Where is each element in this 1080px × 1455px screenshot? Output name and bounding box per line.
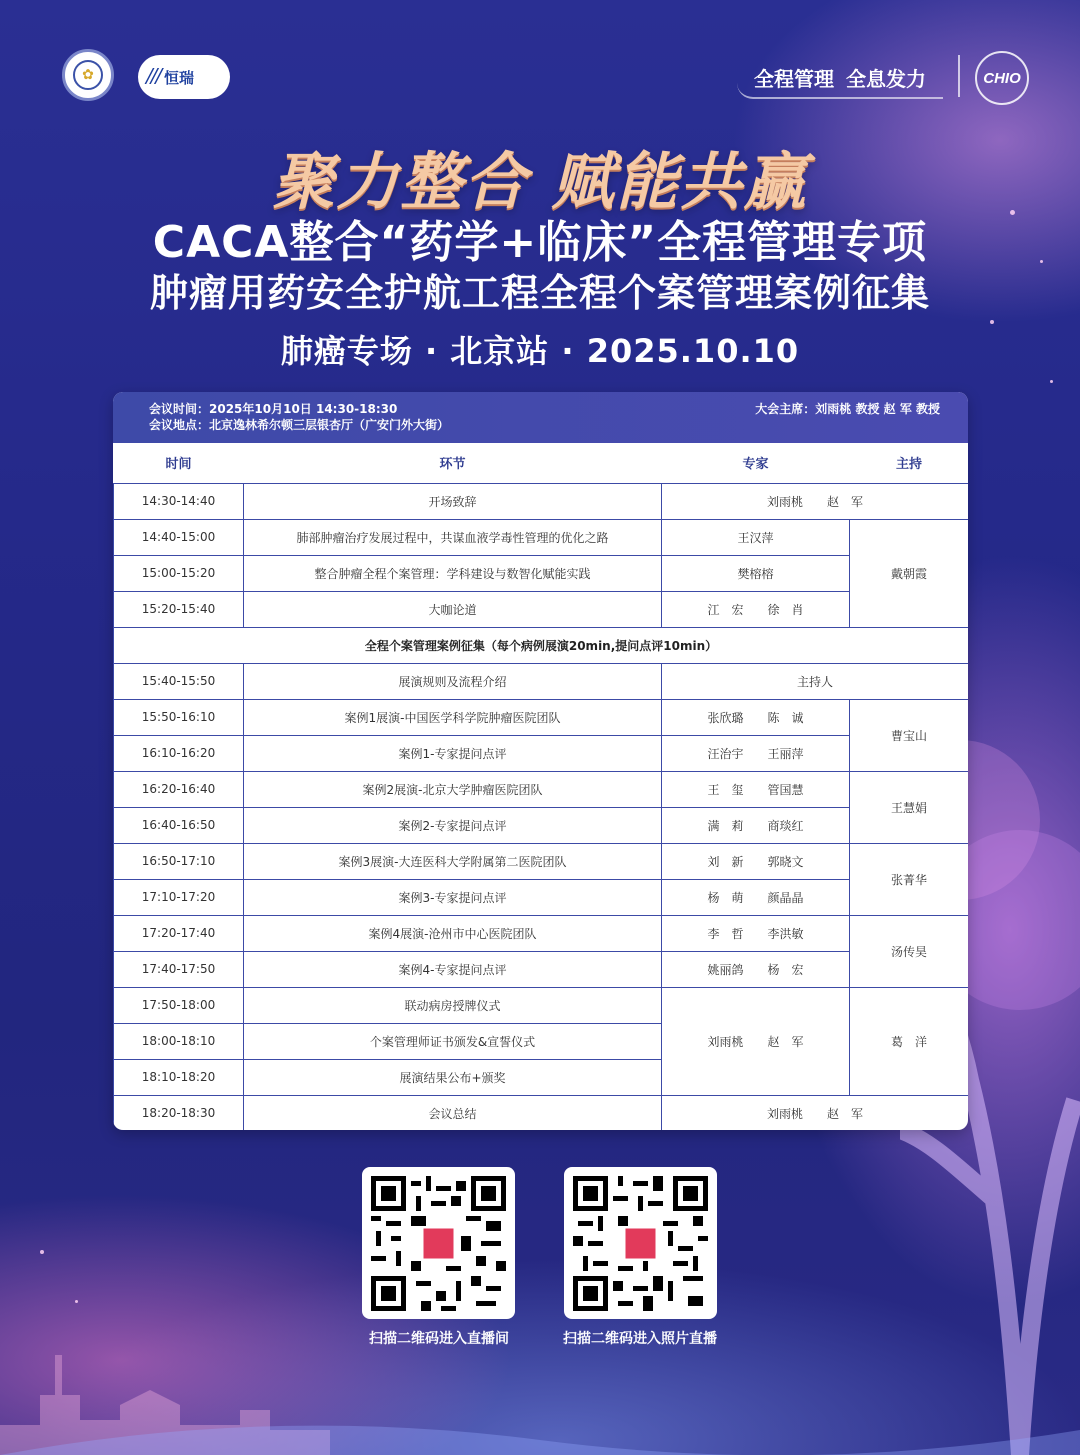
subtitle-session: 肺癌专场 · 北京站 · 2025.10.10 [280,332,800,370]
row-time: 14:30-14:40 [114,483,244,519]
row-topic: 案例2展演-北京大学肿瘤医院团队 [244,771,662,807]
row-time: 15:50-16:10 [114,699,244,735]
table-row [114,699,969,735]
cancer-association-logo [62,49,114,101]
row-expert: 杨 萌 颜晶晶 [662,879,850,915]
section-row [114,627,969,663]
table-row [114,879,969,915]
row-expert: 汪治宇 王丽萍 [662,735,850,771]
photo-live-qr-caption: 扫描二维码进入照片直播 [563,1331,717,1347]
row-expert: 樊榕榕 [662,555,850,591]
table-row [114,951,969,987]
row-topic: 展演结果公布+颁奖 [244,1059,662,1095]
row-time: 17:10-17:20 [114,879,244,915]
row-topic: 案例2-专家提问点评 [244,807,662,843]
table-row [114,483,969,519]
row-expert: 李 哲 李洪敏 [662,915,850,951]
row-expert: 张欣璐 陈 诚 [662,699,850,735]
subtitle-collection: 肿瘤用药安全护航工程全程个案管理案例征集 [149,271,930,315]
livestream-qr-code[interactable] [362,1167,515,1319]
slogan-part-1: 全程管理 [754,66,834,91]
subtitle-project: CACA整合“药学+临床”全程管理专项 [152,217,928,268]
row-expert: 主持人 [662,663,969,699]
slogan-part-2: 全息发力 [846,66,926,91]
row-time: 14:40-15:00 [114,519,244,555]
table-row [114,555,969,591]
row-expert: 满 莉 商琰红 [662,807,850,843]
chio-logo: CHIO [975,51,1029,105]
header-host: 主持 [850,443,969,483]
row-time: 15:20-15:40 [114,591,244,627]
row-host: 王慧娟 [850,771,969,843]
row-host: 戴朝霞 [850,519,969,627]
livestream-qr-caption: 扫描二维码进入直播间 [369,1331,509,1347]
row-topic: 案例3-专家提问点评 [244,879,662,915]
row-topic: 个案管理师证书颁发&宣誓仪式 [244,1023,662,1059]
row-topic: 肺部肿瘤治疗发展过程中，共谋血液学毒性管理的优化之路 [244,519,662,555]
table-row [114,1095,969,1130]
table-row [114,987,969,1023]
row-topic: 大咖论道 [244,591,662,627]
table-row [114,735,969,771]
row-topic: 案例3展演-大连医科大学附属第二医院团队 [244,843,662,879]
slogan-divider [958,55,960,97]
row-topic: 案例1展演-中国医学科学院肿瘤医院团队 [244,699,662,735]
table-row [114,519,969,555]
hengrui-logo [138,55,230,99]
table-row [114,843,969,879]
row-expert: 王 玺 管国慧 [662,771,850,807]
qr-code-icon [573,1176,708,1311]
row-time: 18:00-18:10 [114,1023,244,1059]
photo-live-qr-code[interactable] [564,1167,717,1319]
row-time: 17:20-17:40 [114,915,244,951]
table-row [114,771,969,807]
row-topic: 案例1-专家提问点评 [244,735,662,771]
row-expert: 王汉萍 [662,519,850,555]
row-topic: 整合肿瘤全程个案管理：学科建设与数智化赋能实践 [244,555,662,591]
agenda-table [113,443,968,1130]
slogan [737,57,943,99]
row-time: 15:00-15:20 [114,555,244,591]
city-skyline-decoration [0,1335,1080,1455]
row-host: 曹宝山 [850,699,969,771]
header-time: 时间 [114,443,244,483]
hengrui-logo-text: 恒瑞 [164,68,195,87]
row-expert: 江 宏 徐 肖 [662,591,850,627]
row-host: 张菁华 [850,843,969,915]
table-row [114,663,969,699]
lotus-icon: ✿ [73,60,103,90]
row-expert: 刘 新 郭晓文 [662,843,850,879]
row-topic: 联动病房授牌仪式 [244,987,662,1023]
hengrui-mark-icon: /// [146,63,161,90]
row-expert: 刘雨桃 赵 军 [662,483,969,519]
main-title: 聚力整合 赋能共赢 [272,145,808,218]
header-topic: 环节 [244,443,662,483]
meeting-chairs: 大会主席：刘雨桃 教授 赵 军 教授 [755,402,940,416]
row-host: 葛 洋 [850,987,969,1095]
row-time: 16:20-16:40 [114,771,244,807]
row-topic: 案例4-专家提问点评 [244,951,662,987]
row-expert: 刘雨桃 赵 军 [662,1095,969,1130]
row-expert: 姚丽鸽 杨 宏 [662,951,850,987]
agenda-card [113,392,968,1130]
row-time: 16:50-17:10 [114,843,244,879]
section-title: 全程个案管理案例征集（每个病例展演20min,提问点评10min） [114,627,969,663]
row-time: 16:10-16:20 [114,735,244,771]
meeting-place: 会议地点：北京逸林希尔顿三层银杏厅（广安门外大街） [149,418,450,432]
table-row [114,915,969,951]
row-topic: 案例4展演-沧州市中心医院团队 [244,915,662,951]
row-time: 17:50-18:00 [114,987,244,1023]
table-row [114,591,969,627]
row-expert: 刘雨桃 赵 军 [662,987,850,1095]
table-row [114,807,969,843]
meeting-time: 会议时间：2025年10月10日 14:30-18:30 [149,402,398,416]
meeting-info [113,392,968,443]
qr-code-icon [371,1176,506,1311]
row-time: 15:40-15:50 [114,663,244,699]
row-topic: 会议总结 [244,1095,662,1130]
header-expert: 专家 [662,443,850,483]
row-time: 17:40-17:50 [114,951,244,987]
row-time: 18:20-18:30 [114,1095,244,1130]
table-header-row [114,443,969,483]
row-topic: 开场致辞 [244,483,662,519]
row-topic: 展演规则及流程介绍 [244,663,662,699]
row-host: 汤传昊 [850,915,969,987]
row-time: 18:10-18:20 [114,1059,244,1095]
row-time: 16:40-16:50 [114,807,244,843]
